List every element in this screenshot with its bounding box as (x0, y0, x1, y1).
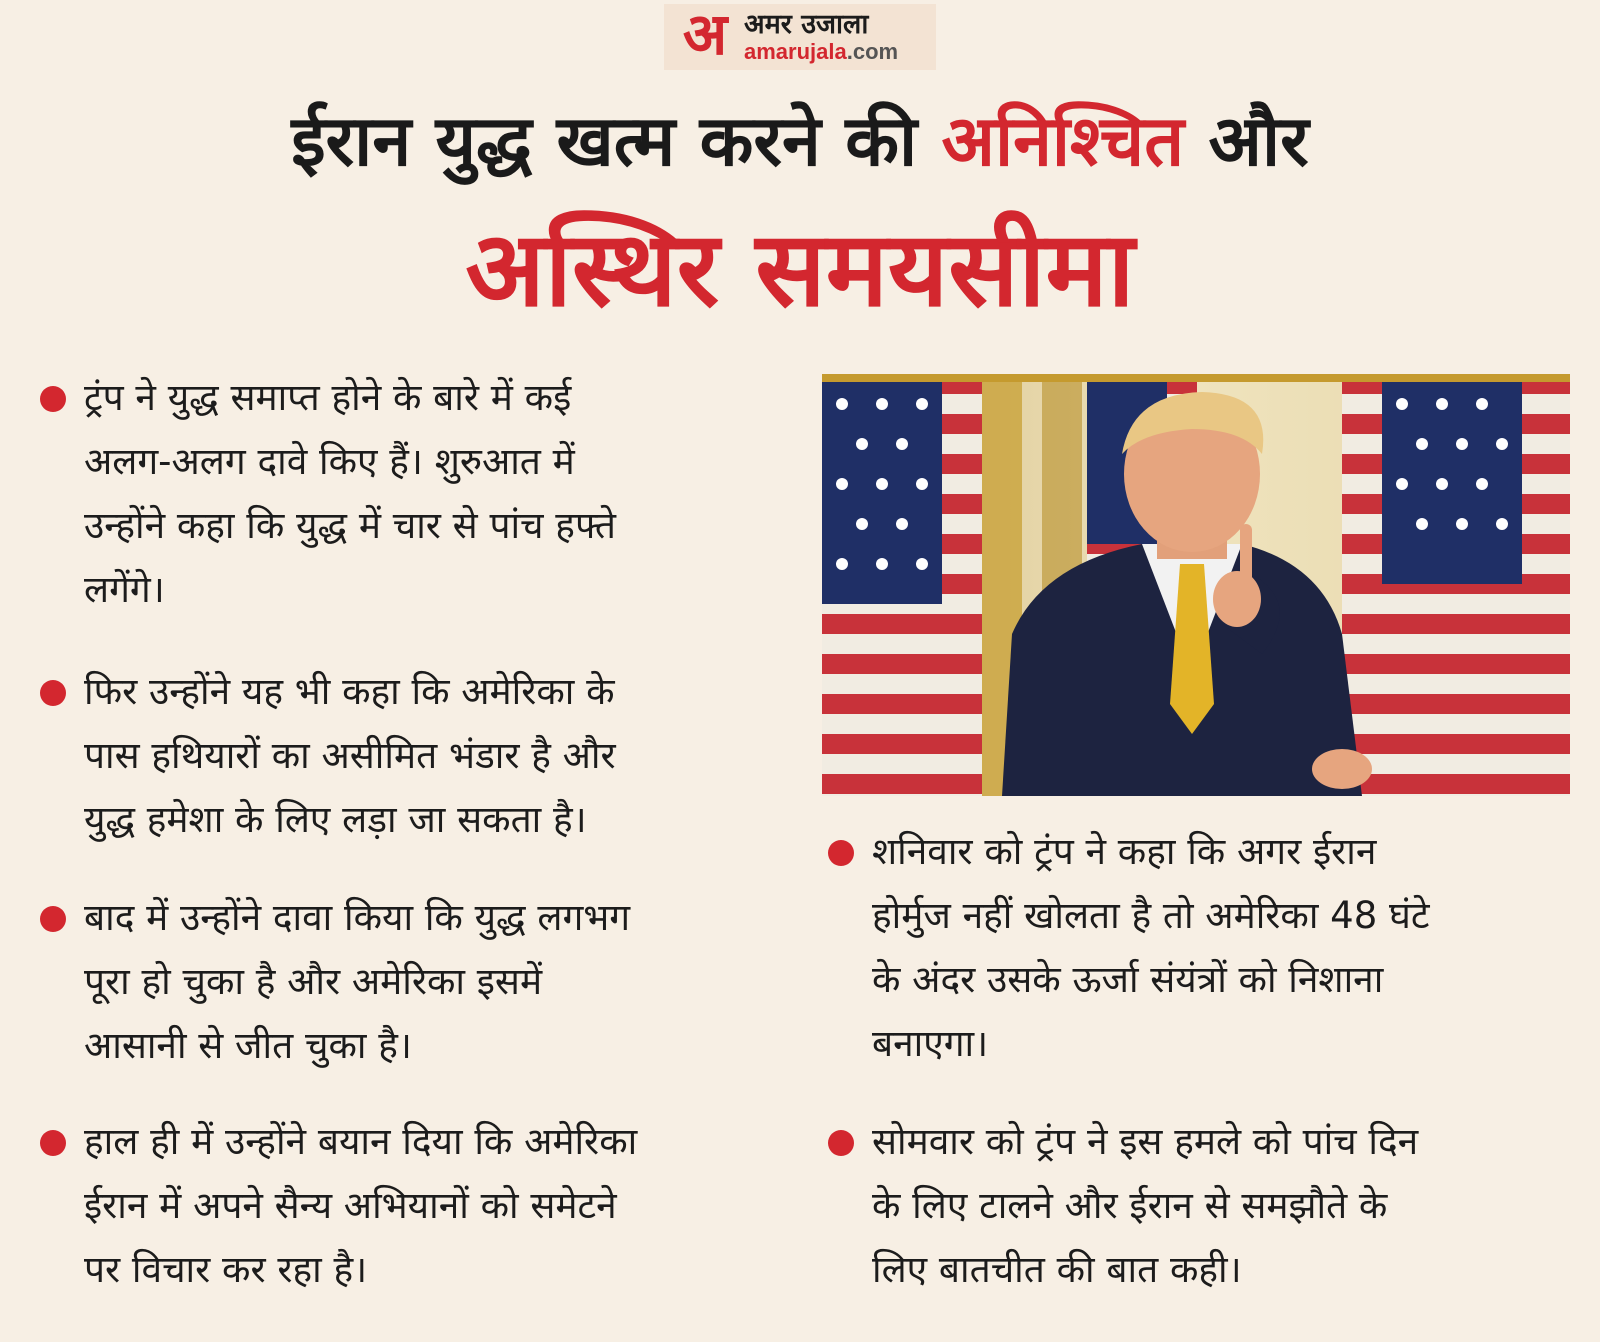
logo-name: अमर उजाला (744, 9, 869, 40)
bullet-line: हाल ही में उन्होंने बयान दिया कि अमेरिका (84, 1120, 638, 1163)
headline-part-1: ईरान युद्ध खत्म करने की (291, 100, 942, 182)
bullet-dot-icon (40, 1130, 66, 1156)
bullet-line: पास हथियारों का असीमित भंडार है और (84, 734, 616, 777)
bullet-line: ईरान में अपने सैन्य अभियानों को समेटने (84, 1184, 617, 1227)
bullet-dot-icon (40, 906, 66, 932)
bullet-text (872, 820, 1600, 1076)
bullet-line: फिर उन्होंने यह भी कहा कि अमेरिका के (84, 670, 615, 713)
bullet-text (84, 1110, 804, 1302)
headline-accent: अनिश्चित (941, 100, 1185, 182)
bullet-text (872, 1110, 1600, 1302)
bullet-line: युद्ध हमेशा के लिए लड़ा जा सकता है। (84, 798, 587, 841)
logo-text (744, 10, 898, 64)
bullet-line: अलग-अलग दावे किए हैं। शुरुआत में (84, 440, 575, 483)
bullet-line: लगेंगे। (84, 568, 165, 611)
bullet-line: लिए बातचीत की बात कही। (872, 1248, 1242, 1291)
headline-line-2: अस्थिर समयसीमा (465, 208, 1135, 330)
bullet-line: आसानी से जीत चुका है। (84, 1024, 412, 1067)
bullet-line: ट्रंप ने युद्ध समाप्त होने के बारे में कई (84, 376, 572, 419)
bullet-dot-icon (828, 840, 854, 866)
headline-part-2: और (1184, 100, 1309, 182)
bullet-line: बाद में उन्होंने दावा किया कि युद्ध लगभग (84, 896, 631, 939)
logo-glyph: अ (682, 0, 728, 68)
headline-line-1 (0, 92, 1600, 190)
logo-site (744, 40, 898, 64)
bullet-line: सोमवार को ट्रंप ने इस हमले को पांच दिन (872, 1120, 1419, 1163)
bullet-line: शनिवार को ट्रंप ने कहा कि अगर ईरान (872, 830, 1377, 873)
bullet-line: के अंदर उसके ऊर्जा संयंत्रों को निशाना (872, 958, 1384, 1001)
news-photo (822, 374, 1570, 796)
bullet-line: बनाएगा। (872, 1022, 989, 1065)
bullet-text (84, 660, 804, 852)
bullet-dot-icon (828, 1130, 854, 1156)
bullet-line: पर विचार कर रहा है। (84, 1248, 368, 1291)
bullet-text (84, 366, 804, 622)
logo-site-main: amarujala (744, 39, 847, 64)
bullet-line: उन्होंने कहा कि युद्ध में चार से पांच हफ्ते (84, 504, 616, 547)
bullet-text (84, 886, 804, 1078)
bullet-dot-icon (40, 680, 66, 706)
logo-site-domain: .com (846, 39, 899, 64)
bullet-line: पूरा हो चुका है और अमेरिका इसमें (84, 960, 543, 1003)
bullet-line: के लिए टालने और ईरान से समझौते के (872, 1184, 1388, 1227)
speaker-photo-illustration (822, 374, 1570, 796)
brand-logo[interactable] (664, 0, 936, 70)
bullet-dot-icon (40, 386, 66, 412)
bullet-line: होर्मुज नहीं खोलता है तो अमेरिका 48 घंटे (872, 894, 1430, 937)
